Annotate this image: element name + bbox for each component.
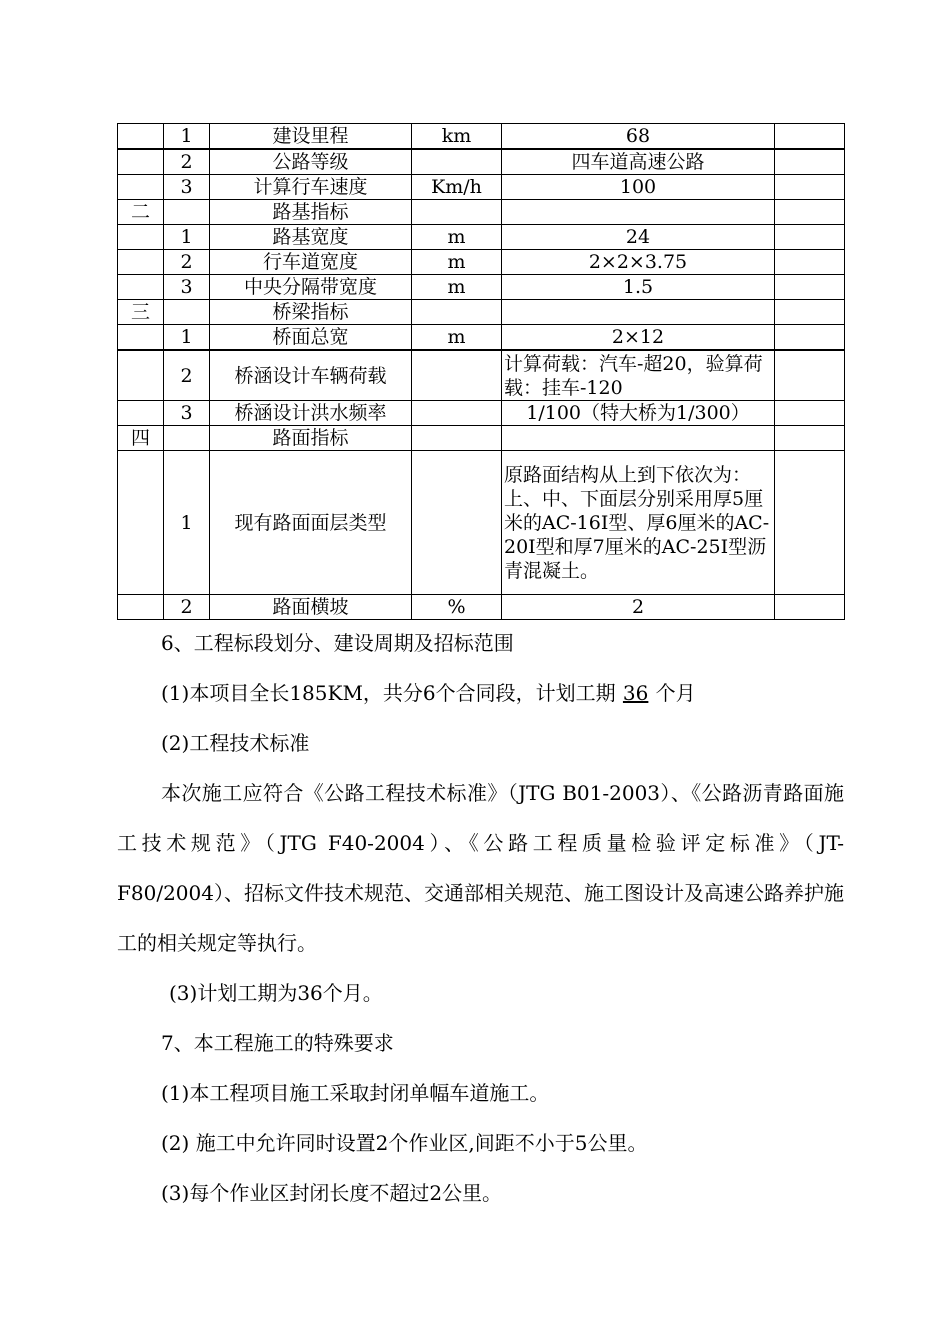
table-row: [118, 175, 845, 200]
cell-value: [502, 426, 775, 451]
cell-no: 1: [164, 225, 210, 250]
cell-unit: Km/h: [412, 175, 502, 200]
cell-unit: [412, 350, 502, 401]
cell-value: 1/100（特大桥为1/300）: [502, 401, 775, 426]
cell-unit: [412, 200, 502, 225]
cell-note: [775, 149, 845, 175]
cell-unit: [412, 426, 502, 451]
cell-no: 3: [164, 175, 210, 200]
requirement-3: (3)每个作业区封闭长度不超过2公里。: [161, 1181, 503, 1205]
cell-no: 2: [164, 149, 210, 175]
cell-note: [775, 350, 845, 401]
cell-unit: m: [412, 325, 502, 351]
cell-seq: 二: [118, 200, 164, 225]
cell-seq: [118, 595, 164, 620]
cell-seq: [118, 451, 164, 595]
cell-note: [775, 325, 845, 351]
cell-value: 100: [502, 175, 775, 200]
paragraph-standards: 本次施工应符合《公路工程技术标准》（JTG B01-2003）、《公路沥青路面施工技术规范》（JTG F40-2004）、《公路工程质量检验评定标准》（JT-F80/2004）、招标文件技术规范、交通部相关规范、施工图设计及高速公路养护施工的相关规定等执行。: [117, 781, 844, 955]
table-row: [118, 401, 845, 426]
cell-unit: [412, 401, 502, 426]
cell-note: [775, 175, 845, 200]
cell-no: 2: [164, 250, 210, 275]
cell-no: 1: [164, 325, 210, 351]
section-heading-7: 7、本工程施工的特殊要求: [161, 1031, 394, 1055]
cell-seq: [118, 401, 164, 426]
cell-value: [502, 300, 775, 325]
requirement-2: (2) 施工中允许同时设置2个作业区,间距不小于5公里。: [161, 1131, 648, 1155]
cell-seq: [118, 225, 164, 250]
table-row: [118, 300, 845, 325]
body-text: [117, 618, 844, 1218]
paragraph-standards-title: (2)工程技术标准: [161, 731, 310, 755]
cell-name: 现有路面面层类型: [210, 451, 412, 595]
spec-table: [117, 123, 845, 620]
cell-value: 2×12: [502, 325, 775, 351]
cell-name: 路面横坡: [210, 595, 412, 620]
cell-unit: [412, 149, 502, 175]
cell-value: 四车道高速公路: [502, 149, 775, 175]
cell-unit: km: [412, 124, 502, 150]
cell-no: 1: [164, 451, 210, 595]
cell-value: 24: [502, 225, 775, 250]
cell-note: [775, 595, 845, 620]
table-row: [118, 149, 845, 175]
cell-name: 计算行车速度: [210, 175, 412, 200]
cell-unit: m: [412, 275, 502, 300]
cell-note: [775, 451, 845, 595]
table-row: [118, 200, 845, 225]
cell-seq: [118, 250, 164, 275]
cell-name: 桥涵设计洪水频率: [210, 401, 412, 426]
cell-no: 2: [164, 595, 210, 620]
cell-note: [775, 225, 845, 250]
cell-unit: %: [412, 595, 502, 620]
cell-no: [164, 300, 210, 325]
cell-no: [164, 200, 210, 225]
cell-note: [775, 426, 845, 451]
cell-value: 1.5: [502, 275, 775, 300]
table-row: [118, 225, 845, 250]
cell-name: 桥涵设计车辆荷载: [210, 350, 412, 401]
cell-name: 建设里程: [210, 124, 412, 150]
cell-note: [775, 275, 845, 300]
cell-name: 中央分隔带宽度: [210, 275, 412, 300]
cell-value: 计算荷载：汽车-超20，验算荷载：挂车-120: [502, 350, 775, 401]
cell-seq: [118, 175, 164, 200]
cell-value: 原路面结构从上到下依次为：上、中、下面层分别采用厚5厘米的AC-16I型、厚6厘米的AC-20I型和厚7厘米的AC-25I型沥青混凝土。: [502, 451, 775, 595]
table-row: [118, 451, 845, 595]
table-row: [118, 250, 845, 275]
requirement-1: (1)本工程项目施工采取封闭单幅车道施工。: [161, 1081, 550, 1105]
table-row: [118, 426, 845, 451]
cell-value: 2×2×3.75: [502, 250, 775, 275]
cell-note: [775, 200, 845, 225]
cell-name: 桥梁指标: [210, 300, 412, 325]
cell-seq: [118, 149, 164, 175]
cell-no: 3: [164, 401, 210, 426]
cell-seq: [118, 325, 164, 351]
cell-value: 2: [502, 595, 775, 620]
cell-note: [775, 250, 845, 275]
cell-no: 2: [164, 350, 210, 401]
cell-value: 68: [502, 124, 775, 150]
cell-name: 公路等级: [210, 149, 412, 175]
text-post: 个月: [655, 681, 696, 705]
cell-unit: m: [412, 250, 502, 275]
cell-unit: m: [412, 225, 502, 250]
table-row: [118, 275, 845, 300]
cell-seq: [118, 124, 164, 150]
table-row: [118, 124, 845, 150]
text-pre: (1)本项目全长185KM，共分6个合同段，计划工期: [161, 681, 616, 705]
cell-name: 行车道宽度: [210, 250, 412, 275]
cell-unit: [412, 451, 502, 595]
cell-name: 路基宽度: [210, 225, 412, 250]
cell-seq: 四: [118, 426, 164, 451]
cell-seq: 三: [118, 300, 164, 325]
paragraph-duration: [117, 668, 844, 718]
cell-value: [502, 200, 775, 225]
cell-no: [164, 426, 210, 451]
cell-name: 路面指标: [210, 426, 412, 451]
cell-unit: [412, 300, 502, 325]
table-row: [118, 325, 845, 351]
cell-seq: [118, 275, 164, 300]
spec-table-body: [118, 124, 845, 620]
filled-blank: 36: [622, 681, 649, 705]
cell-no: 1: [164, 124, 210, 150]
cell-no: 3: [164, 275, 210, 300]
table-row: [118, 350, 845, 401]
cell-note: [775, 300, 845, 325]
section-heading-6: 6、工程标段划分、建设周期及招标范围: [161, 631, 514, 655]
cell-name: 桥面总宽: [210, 325, 412, 351]
cell-seq: [118, 350, 164, 401]
cell-name: 路基指标: [210, 200, 412, 225]
cell-note: [775, 124, 845, 150]
table-row: [118, 595, 845, 620]
paragraph-schedule: (3)计划工期为36个月。: [169, 981, 383, 1005]
cell-note: [775, 401, 845, 426]
